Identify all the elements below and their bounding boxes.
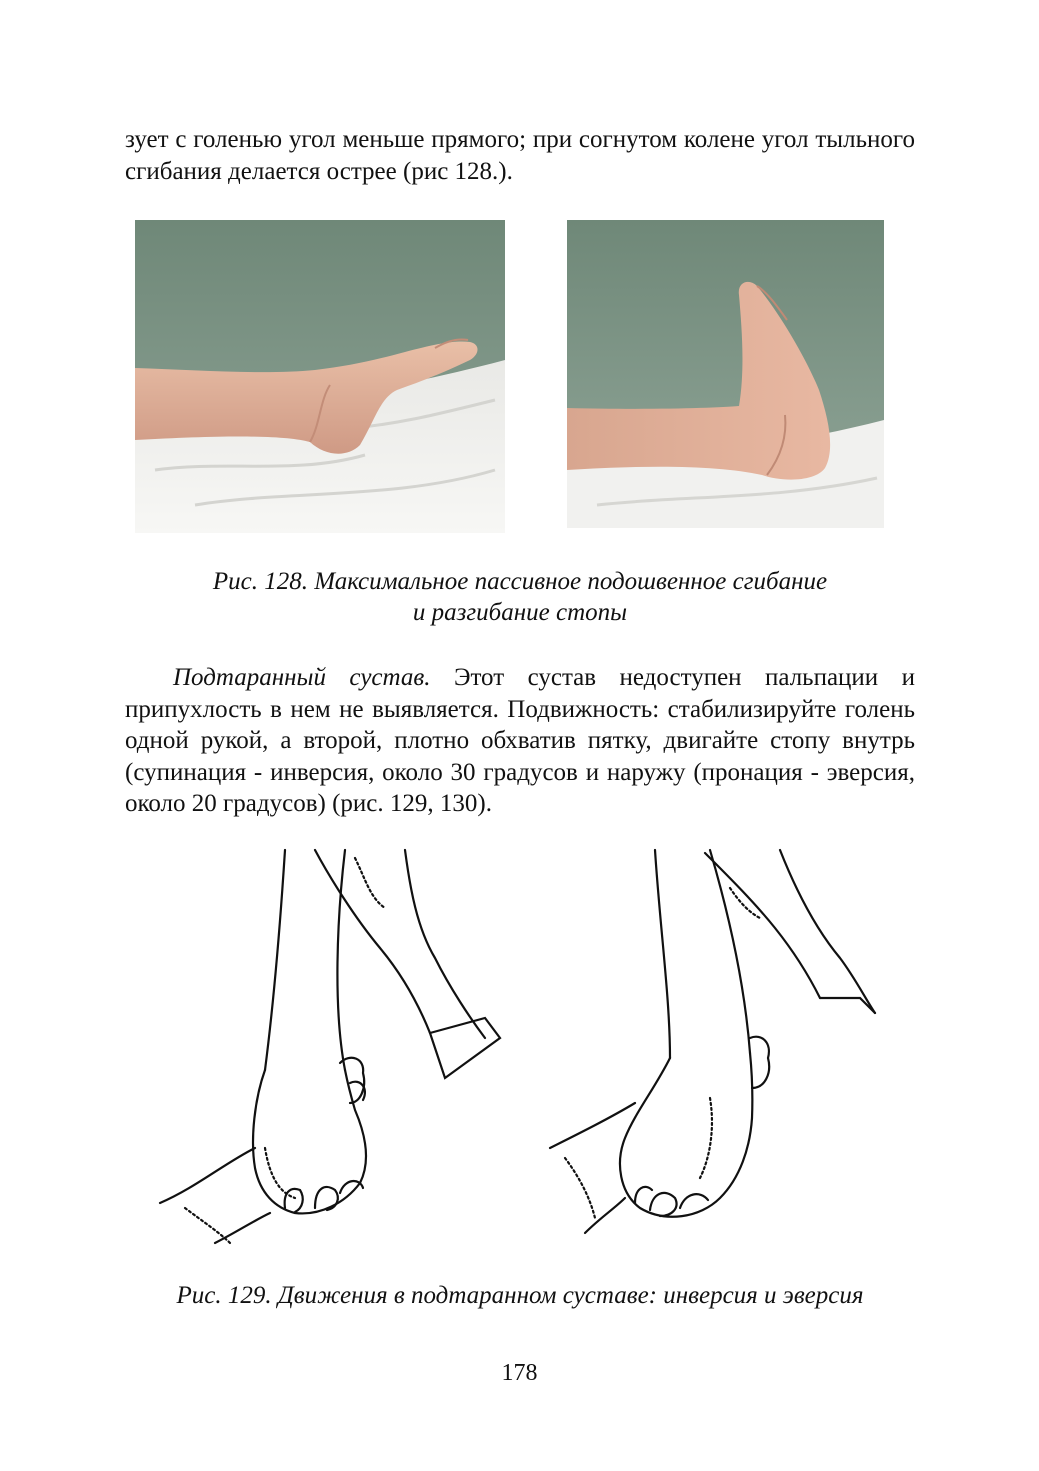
subtalar-joint-paragraph [125, 662, 915, 820]
paragraph-lead: Подтаранный сустав. [173, 664, 431, 691]
page-number: 178 [501, 1360, 538, 1386]
figure-128-caption-line2: и разгибание стопы [412, 599, 628, 626]
eversion-drawing [540, 848, 890, 1248]
figure-128-caption-line1: Рис. 128. Максимальное пассивное подошвенное сгибание [212, 568, 828, 595]
inversion-drawing [155, 848, 505, 1248]
plantar-flexion-photo [135, 220, 505, 533]
figure-129-caption: Рис. 129. Движения в подтаранном суставе: инверсия и эверсия [176, 1282, 864, 1309]
top-paragraph: зует с голенью угол меньше прямого; при согнутом колене угол тыльного сгибания делается острее (рис 128.). [125, 126, 915, 185]
figure-128-caption [100, 566, 940, 628]
dorsiflexion-photo [567, 220, 884, 528]
paragraph-body: Этот сустав недоступен пальпации и припухлость в нем не выявляется. Подвижность: стабилизируйте голень одной рукой, а второй, плотно обхватив пятку, двигайте стопу внутрь (супинация - инверсия, около 30 градусов и наружу (пронация - эверсия, около 20 градусов) (рис. 129, 130). [125, 664, 915, 817]
